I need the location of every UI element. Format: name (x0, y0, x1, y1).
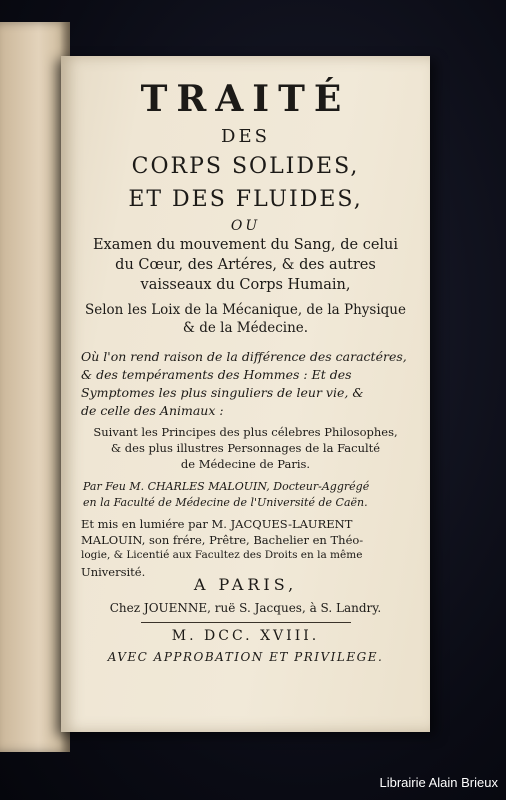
subtitle-line-1: Examen du mouvement du Sang, de celui (92, 237, 399, 253)
imprint-date: M. DCC. XVIII. (171, 628, 320, 644)
imprint-publisher: Chez JOUENNE, ruë S. Jacques, à S. Landry. (109, 601, 382, 615)
selon-line-1: Selon les Loix de la Mécanique, de la Physique (85, 302, 406, 318)
approbation-line: AVEC APPROBATION ET PRIVILEGE. (107, 650, 384, 664)
title-ou: OU (230, 218, 261, 234)
editor-line-2: MALOUIN, son frére, Prêtre, Bachelier en Théo- (81, 533, 364, 547)
title-traite: TRAITÉ (140, 78, 351, 120)
editor-line-1: Et mis en lumiére par M. JACQUES-LAURENT (81, 517, 353, 531)
title-fluides: ET DES FLUIDES, (128, 187, 363, 212)
principles-line-1: Suivant les Principes des plus célebres Philosophes, (93, 425, 398, 439)
italic-line-2: & des tempéraments des Hommes : Et des (81, 367, 352, 382)
title-page (61, 56, 430, 732)
principles-line-2: & des plus illustres Personnages de la Faculté (110, 441, 381, 455)
bookseller-watermark: Librairie Alain Brieux (379, 775, 498, 790)
editor-line-3: logie, & Licentié aux Facultez des Droits en la même (81, 549, 363, 561)
subtitle-line-2: du Cœur, des Artéres, & des autres (115, 257, 376, 273)
editor-line-4: Université. (81, 565, 146, 579)
imprint-place: A PARIS, (193, 575, 298, 594)
italic-line-1: Où l'on rend raison de la différence des caractéres, (81, 349, 407, 364)
imprint-rule (141, 622, 351, 623)
selon-line-2: & de la Médecine. (182, 320, 309, 336)
italic-line-3: Symptomes les plus singuliers de leur vie, & (81, 385, 364, 400)
title-des: DES (221, 126, 270, 147)
subtitle-line-3: vaisseaux du Corps Humain, (140, 277, 351, 293)
title-corps-solides: CORPS SOLIDES, (131, 154, 360, 179)
author-line-1: Par Feu M. CHARLES MALOUIN, Docteur-Aggrégé (83, 480, 370, 493)
principles-line-3: de Médecine de Paris. (180, 457, 311, 471)
italic-line-4: de celle des Animaux : (81, 403, 224, 418)
author-line-2: en la Faculté de Médecine de l'Université de Caën. (83, 496, 368, 509)
